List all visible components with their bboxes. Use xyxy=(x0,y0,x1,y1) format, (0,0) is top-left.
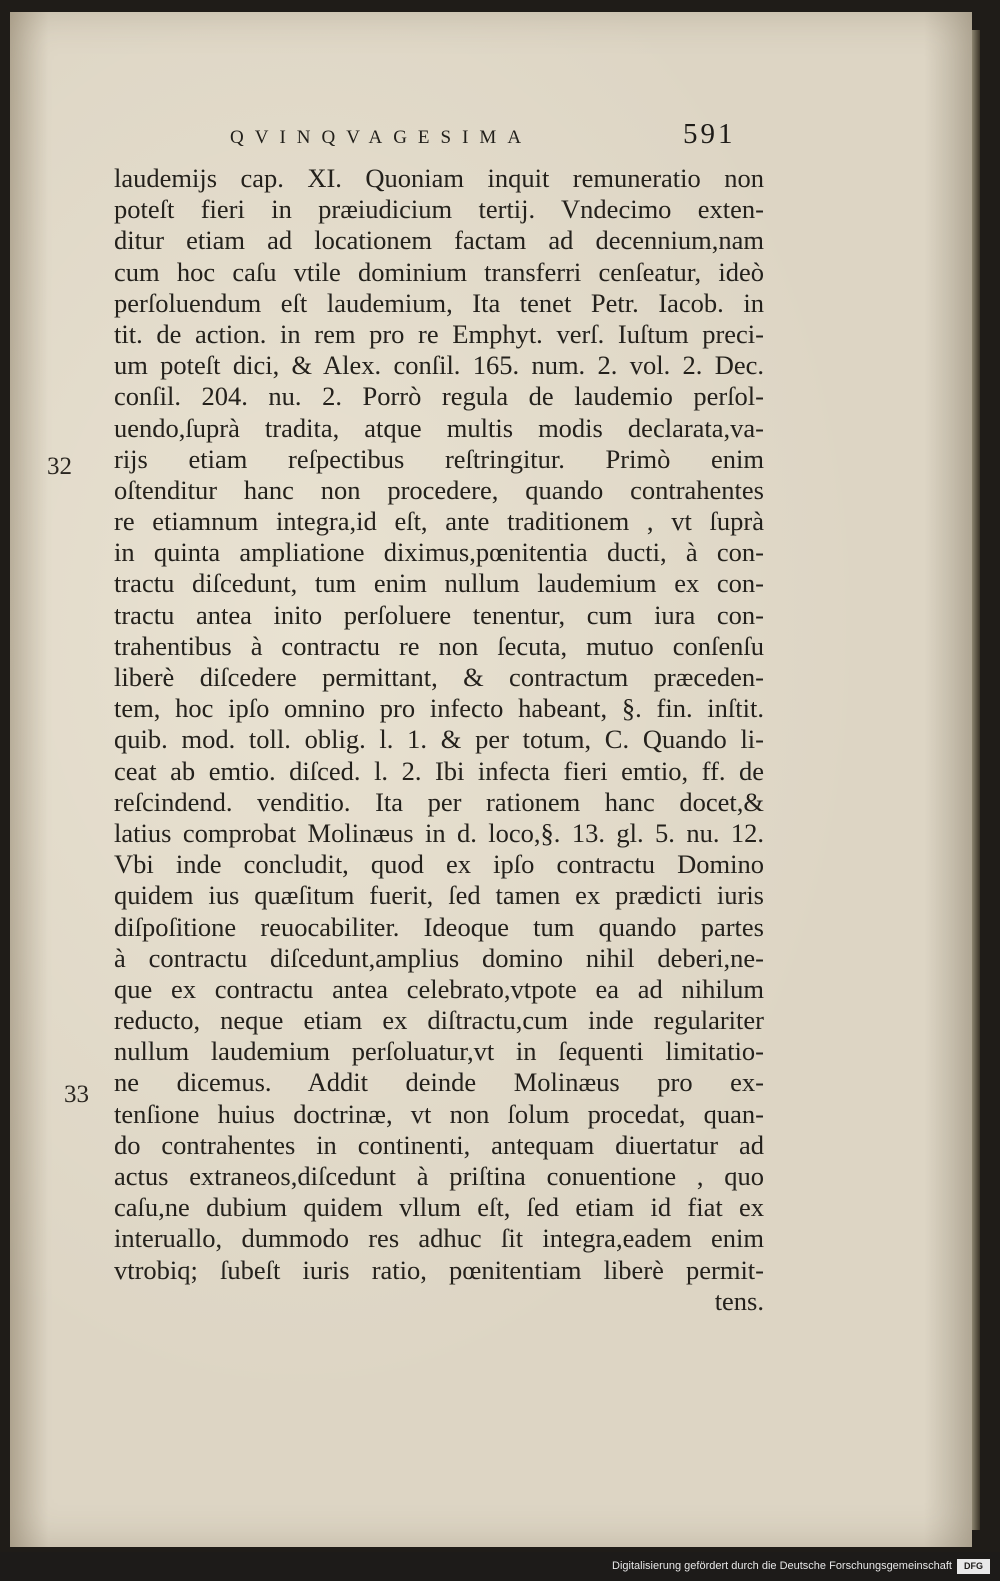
text-line: interuallo, dummodo res adhuc ſit integra,eadem enim xyxy=(114,1223,764,1254)
text-line: laudemijs cap. XI. Quoniam inquit remuneratio non xyxy=(114,163,764,193)
text-line: re etiamnum integra,id eſt, ante traditionem , vt ſuprà xyxy=(114,506,764,537)
text-line: vtrobiq; ſubeſt iuris ratio, pœnitentiam liberè permit- xyxy=(114,1254,764,1285)
text-line: oſtenditur hanc non procedere, quando contrahentes xyxy=(114,474,764,505)
dfg-logo-icon: DFG xyxy=(957,1559,990,1574)
margin-number: 33 xyxy=(64,1081,89,1108)
text-line: cum hoc caſu vtile dominium transferri cenſeatur, ideò xyxy=(114,256,764,287)
text-line: tractu antea inito perſoluere tenentur, cum iura con- xyxy=(114,599,764,630)
text-line: ceat ab emtio. diſced. l. 2. Ibi infecta fieri emtio, ff. de xyxy=(114,755,764,786)
text-line: liberè diſcedere permittant, & contractum præceden- xyxy=(114,662,764,692)
text-line: diſpoſitione reuocabiliter. Ideoque tum quando partes xyxy=(114,911,764,942)
text-line: tit. de action. in rem pro re Emphyt. verſ. Iuſtum preci- xyxy=(114,318,764,349)
text-line: um poteſt dici, & Alex. conſil. 165. num. 2. vol. 2. Dec. xyxy=(114,350,764,381)
text-line: reſcindend. venditio. Ita per rationem hanc docet,& xyxy=(114,786,764,817)
text-line: ditur etiam ad locationem factam ad decennium,nam xyxy=(114,225,764,256)
margin-number: 32 xyxy=(47,453,72,480)
text-line: quidem ius quæſitum fuerit, ſed tamen ex prædicti iuris xyxy=(114,880,764,911)
text-line: Vbi inde concludit, quod ex ipſo contractu Domino xyxy=(114,849,764,880)
text-line: tem, hoc ipſo omnino pro infecto habeant, §. fin. inſtit. xyxy=(114,693,764,724)
text-line: tenſione huius doctrinæ, vt non ſolum procedat, quan- xyxy=(114,1098,764,1129)
page-number: 591 xyxy=(683,118,736,150)
text-line: caſu,ne dubium quidem vllum eſt, ſed etiam id fiat ex xyxy=(114,1192,764,1223)
running-head: QVINQVAGESIMA xyxy=(230,127,533,148)
text-line: uendo,ſuprà tradita, atque multis modis declarata,va- xyxy=(114,412,764,443)
text-line: rijs etiam reſpectibus reſtringitur. Primò enim xyxy=(114,443,764,474)
text-line: reducto, neque etiam ex diſtractu,cum inde regulariter xyxy=(114,1005,764,1036)
text-line: latius comprobat Molinæus in d. loco,§. 13. gl. 5. nu. 12. xyxy=(114,817,764,848)
text-line: do contrahentes in continenti, antequam diuertatur ad xyxy=(114,1129,764,1160)
text-line: conſil. 204. nu. 2. Porrò regula de laudemio perſol- xyxy=(114,381,764,412)
text-line: à contractu diſcedunt,amplius domino nihil deberi,ne- xyxy=(114,942,764,973)
text-line: que ex contractu antea celebrato,vtpote ea ad nihilum xyxy=(114,973,764,1004)
text-line: nullum laudemium perſoluatur,vt in ſequenti limitatio- xyxy=(114,1036,764,1067)
page-edge xyxy=(972,30,980,1530)
text-line: trahentibus à contractu re non ſecuta, mutuo conſenſu xyxy=(114,630,764,661)
text-line: quib. mod. toll. oblig. l. 1. & per totum, C. Quando li- xyxy=(114,724,764,755)
text-line: ne dicemus. Addit deinde Molinæus pro ex- xyxy=(114,1067,764,1098)
text-line: poteſt fieri in præiudicium tertij. Vndecimo exten- xyxy=(114,194,764,225)
text-line: actus extraneos,diſcedunt à priſtina conuentione , quo xyxy=(114,1161,764,1191)
text-line: tens. xyxy=(714,1285,764,1316)
footer-credit: Digitalisierung gefördert durch die Deutsche Forschungsgemeinschaft xyxy=(612,1560,952,1572)
body-text xyxy=(114,163,764,1317)
text-line: perſoluendum eſt laudemium, Ita tenet Petr. Iacob. in xyxy=(114,287,764,318)
footer-bar xyxy=(0,1552,1000,1581)
text-line: in quinta ampliatione diximus,pœnitentia ducti, à con- xyxy=(114,537,764,568)
text-line: tractu diſcedunt, tum enim nullum laudemium ex con- xyxy=(114,568,764,599)
